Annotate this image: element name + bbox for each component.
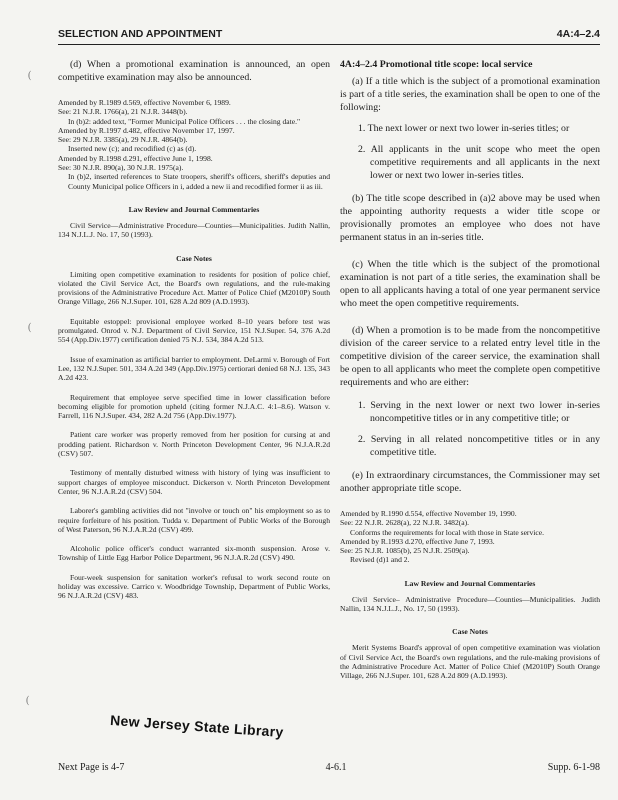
running-header	[58, 28, 600, 45]
section-title: 4A:4–2.4 Promotional title scope: local service	[340, 59, 533, 70]
law-review-text: Civil Service—Administrative Procedure—Counties—Municipalities. Judith Nallin, 134 N.J.L.J. No. 17, 50 (1993).	[58, 220, 330, 240]
history-line: Inserted new (c); and recodified (c) as (d).	[68, 144, 197, 154]
paragraph-d: (d) When a promotional examination is announced, an open competitive examination may also be announced.	[58, 59, 330, 83]
supplement-date: Supp. 6-1-98	[547, 762, 600, 773]
list-item: 2. Serving in all related noncompetitive titles or in any competitive title.	[358, 434, 600, 458]
right-column	[340, 58, 600, 681]
page-footer	[58, 762, 600, 773]
history-notes	[58, 98, 330, 191]
history-line: Amended by R.1990 d.554, effective November 19, 1990.	[340, 509, 517, 518]
history-line: Revised (d)1 and 2.	[350, 555, 410, 565]
next-page-note: Next Page is 4-7	[58, 762, 125, 773]
case-note: Issue of examination as artificial barrier to employment. DeLarmi v. Borough of Fort Lee, 132 N.J.Super. 501, 334 A.2d 349 (App.Div.1975) certiorari denied 68 N.J. 135, 343 A.2d 423.	[58, 354, 330, 383]
history-line: See: 22 N.J.R. 2628(a), 22 N.J.R. 3482(a).	[340, 518, 470, 528]
law-review-heading: Law Review and Journal Commentaries	[128, 204, 260, 214]
margin-mark: (	[28, 322, 32, 333]
case-note: Patient care worker was properly removed from her position for cursing at and prodding patient. Richardson v. North Princeton Development Center, 96 N.J.A.R.2d (CSV) 507.	[58, 430, 330, 459]
case-note: Limiting open competitive examination to residents for position of police chief, violated the Civil Service Act, the Board's own regulations, and the rule-making provisions of the Administrative Procedure Act. Matter of Police Chief (M2010P) South Orange Village, 266 N.J.Super. 101, 628 A.2d 809 (A.D.1993).	[58, 269, 330, 307]
paragraph-a: (a) If a title which is the subject of a promotional examination is part of a title series, the examination shall be open to one of the following:	[340, 76, 600, 113]
paragraph-c: (c) When the title which is the subject of the promotional examination is not part of a title series, the examination shall be open to all applicants having a total of one year permanent service who meet the open competitive requirements.	[340, 259, 600, 309]
history-line: See: 25 N.J.R. 1085(b), 25 N.J.R. 2509(a).	[340, 546, 470, 556]
case-notes-heading: Case Notes	[452, 627, 488, 637]
header-left: SELECTION AND APPOINTMENT	[58, 28, 223, 40]
history-line: Amended by R.1993 d.270, effective June 7, 1993.	[340, 536, 495, 546]
case-note: Requirement that employee serve specified time in lower classification before becoming eligible for promotion upheld (citing former N.J.A.C. 4:1–8.6). Watson v. Farrell, 116 N.J.Super. 434, 282 A.2d 756 (App.Div.1977).	[58, 392, 330, 421]
history-line: See: 30 N.J.R. 890(a), 30 N.J.R. 1975(a).	[58, 163, 184, 173]
history-line: Conforms the requirements for local with those in State service.	[350, 527, 545, 537]
margin-mark: (	[26, 695, 30, 706]
case-note: Merit Systems Board's approval of open competitive examination was violation of Civil Service Act, the Board's own regulations, and the rule-making provisions of the Administrative Procedure Act. Matter of Police Chief (M2010P) South Orange Village, 266 N.J.Super. 101, 628 A.2d 809 (A.D.1993).	[340, 643, 600, 681]
library-stamp: New Jersey State Library	[109, 711, 285, 741]
header-right: 4A:4–2.4	[556, 28, 600, 40]
history-line: Amended by R.1989 d.569, effective November 6, 1989.	[58, 98, 231, 107]
case-note: Alcoholic police officer's conduct warranted six-month suspension. Arose v. Township of Little Egg Harbor Police Department, 96 N.J.A.R.2d (CSV) 490.	[58, 544, 330, 563]
paragraph-b: (b) The title scope described in (a)2 above may be used when the appointing authority requests a wider title scope or provisionally promotes an employee who does not have permanent status in an in-series title.	[340, 193, 600, 243]
case-notes-heading: Case Notes	[176, 253, 212, 263]
left-column	[58, 58, 330, 601]
history-notes	[340, 509, 600, 565]
list-item: 2. All applicants in the unit scope who meet the open competitive requirements and all applicants in the next lower or next two lower in-series titles.	[358, 144, 600, 181]
paragraph-d: (d) When a promotion is to be made from the noncompetitive division of the career service to a related entry level title in the competitive division of the career service, the examination shall be open to all applicants who meet the complete open competitive requirements and who are either:	[340, 325, 600, 388]
history-line: See: 21 N.J.R. 1766(a), 21 N.J.R. 3448(b).	[58, 107, 188, 117]
history-line: In (b)2, inserted references to State troopers, sheriff's officers, sheriff's deputies and County Municipal police Officers in i, added a new ii and recodified former ii as iii.	[68, 172, 330, 191]
law-review-text: Civil Service– Administrative Procedure—Counties—Municipalities. Judith Nallin, 134 N.J.L.J., No. 17, 50 (1993).	[340, 594, 600, 614]
page-number: 4-6.1	[325, 762, 347, 773]
case-note: Laborer's gambling activities did not "involve or touch on" his employment so as to require forfeiture of his position. Tudda v. Department of Public Works of the Borough of West Paterson, 96 N.J.A.R.2d (CSV) 499.	[58, 506, 330, 534]
history-line: See: 29 N.J.R. 3385(a), 29 N.J.R. 4864(b).	[58, 135, 188, 145]
history-line: Amended by R.1997 d.482, effective November 17, 1997.	[58, 125, 235, 135]
history-line: Amended by R.1998 d.291, effective June 1, 1998.	[58, 153, 213, 163]
case-note: Testimony of mentally disturbed witness with history of lying was insufficient to support charges of employee misconduct. Dickerson v. North Princeton Development Center, 96 N.J.A.R.2d (CSV) 504.	[58, 468, 330, 496]
case-note: Four-week suspension for sanitation worker's refusal to work second route on holiday was excessive. Carrico v. Woodbridge Township, Department of Public Works, 96 N.J.A.R.2d (CSV) 483.	[58, 572, 330, 601]
list-item: 1. Serving in the next lower or next two lower in-series noncompetitive titles or in any competitive title; or	[358, 400, 600, 424]
list-item: 1. The next lower or next two lower in-series titles; or	[358, 123, 570, 134]
law-review-heading: Law Review and Journal Commentaries	[404, 578, 536, 588]
margin-mark: (	[28, 70, 32, 81]
history-line: In (b)2: added text, "Former Municipal Police Officers . . . the closing date."	[68, 116, 301, 126]
paragraph-e: (e) In extraordinary circumstances, the Commissioner may set another appropriate title scope.	[340, 470, 600, 494]
case-note: Equitable estoppel: provisional employee worked 8–10 years before test was promulgated. Onrod v. N.J. Department of Civil Service, 151 N.J.Super. 54, 376 A.2d 554 (App.Div.1977) certification denied 75 N.J. 534, 384 A.2d 513.	[58, 316, 330, 345]
